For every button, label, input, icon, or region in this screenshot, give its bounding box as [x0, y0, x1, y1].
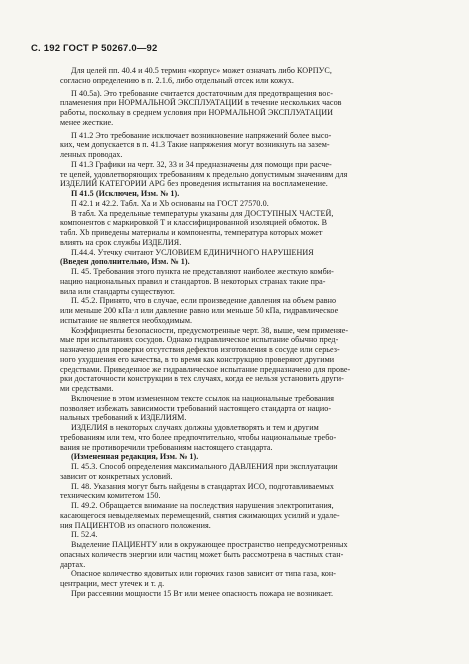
- text-line: средствами. Приведенное же гидравлическое испытание предназначено для прове-: [60, 364, 351, 374]
- text-line: требованиям или тем, что более предпочтительно, чтобы национальные требо-: [60, 432, 337, 442]
- text-line: П. 49.2. Обращается внимание на последствия нарушения электропитания,: [71, 501, 334, 510]
- text-line: ного ухудшения его качества, в то время как конструкцию проверяют другими: [60, 354, 335, 364]
- text-line: П. 45. Требования этого пункта не представляют наиболее жесткую комби-: [71, 267, 334, 276]
- text-line: П 42.1 и 42.2. Табл. Xa и Xb основаны на ГОСТ 27570.0.: [71, 198, 269, 208]
- text-line: вания не противоречили требованиям настоящего стандарта.: [60, 442, 273, 452]
- text-line: П 41.3 Графики на черт. 32, 33 и 34 предназначены для помощи при расче-: [71, 159, 332, 169]
- text-line: нальных требований к ИЗДЕЛИЯМ.: [60, 413, 187, 423]
- text-line: В табл. Xa предельные температуры указаны для ДОСТУПНЫХ ЧАСТЕЙ,: [71, 208, 334, 218]
- document-body: [60, 66, 438, 599]
- text-line: Включение в этом измененном тексте ссылок на национальные требования: [71, 393, 335, 403]
- page-header: С. 192 ГОСТ Р 50267.0—92: [31, 43, 158, 54]
- text-line: зависит от конкретных условий.: [60, 471, 173, 481]
- text-line: ми средствами.: [60, 384, 114, 393]
- text-line: дартах.: [60, 559, 86, 569]
- text-line: П. 52.4.: [71, 530, 98, 540]
- text-line: мые при испытаниях сосудов. Однако гидравлическое испытание обычно пред-: [60, 335, 339, 345]
- text-line: П 40.5а). Это требование считается достаточным для предотвращения вос-: [71, 88, 333, 98]
- text-line: техническим комитетом 150.: [60, 491, 161, 501]
- text-line: менее жесткие.: [60, 117, 114, 127]
- text-line: центрации, мест утечек и т. д.: [60, 579, 165, 588]
- text-line: П. 45.3. Способ определения максимального ДАВЛЕНИЯ при эксплуатации: [71, 462, 338, 471]
- text-line: компонентов с маркировкой T и классифицированной изоляцией обмоток. В: [60, 218, 328, 228]
- text-line: Выделение ПАЦИЕНТУ или в окружающее пространство непредусмотренных: [71, 540, 348, 549]
- text-line: пламенения при НОРМАЛЬНОЙ ЭКСПЛУАТАЦИИ в течение нескольких часов: [60, 98, 342, 108]
- text-line: (Измененная редакция, Изм. № 1).: [71, 452, 199, 462]
- text-line: Для целей пп. 40.4 и 40.5 термин «корпус» может означать либо КОРПУС,: [71, 66, 332, 75]
- text-line: те цепей, удовлетворяющих требованиям к предельно допустимым значениям для: [60, 169, 348, 179]
- text-line: вила или стандарты существуют.: [60, 286, 176, 296]
- text-line: П. 45.2. Принято, что в случае, если произведение давления на объем равно: [71, 296, 337, 306]
- text-line: работы, поскольку в среднем условия при НОРМАЛЬНОЙ ЭКСПЛУАТАЦИИ: [60, 108, 334, 117]
- text-line: (Введен дополнительно, Изм. № 1).: [60, 257, 190, 267]
- text-line: назначено для проверки отсутствия дефектов изготовления в сосуде или серьез-: [60, 345, 340, 354]
- text-line: П 41.5 (Исключен, Изм. № 1).: [71, 189, 180, 198]
- text-line: позволяет избежать зависимости требований настоящего стандарта от нацио-: [60, 403, 332, 413]
- text-line: ИЗДЕЛИЯ в некоторых случаях должны удовлетворять и тем и другим: [71, 423, 319, 432]
- text-line: ленных проводах.: [60, 150, 123, 159]
- text-line: Опасное количество ядовитых или горючих газов зависит от типа газа, кон-: [71, 569, 336, 579]
- text-line: ния ПАЦИЕНТОВ из опасного положения.: [60, 520, 211, 530]
- text-line: касающегося невыделяемых перемещений, снятия сжимающих усилий и удале-: [60, 510, 340, 520]
- text-line: При рассеянии мощности 15 Вт или менее опасность пожара не возникает.: [71, 588, 334, 598]
- text-line: ИЗДЕЛИЙ КАТЕГОРИИ APG без проведения испытания на воспламенение.: [60, 179, 328, 189]
- text-line: табл. Xb приведены материалы и компоненты, температура которых может: [60, 228, 323, 237]
- text-line: нацию национальных правил и стандартов. В некоторых странах такие пра-: [60, 276, 326, 286]
- text-line: влиять на срок службы ИЗДЕЛИЯ.: [60, 237, 182, 247]
- text-line: рки достаточности конструкции в тех случаях, когда ее нельзя установить други-: [60, 374, 344, 384]
- text-line: П.44.4. Утечку считают УСЛОВИЕМ ЕДИНИЧНОГО НАРУШЕНИЯ: [71, 247, 314, 257]
- text-line: Коэффициенты безопасности, предусмотренные черт. 38, выше, чем применяе-: [71, 325, 349, 335]
- text-line: или меньше 200 кПа·л или давление равно или меньше 50 кПа, гидравлическое: [60, 306, 339, 315]
- text-line: испытание не является необходимым.: [60, 315, 193, 325]
- text-line: П. 48. Указания могут быть найдены в стандартах ИСО, подготавливаемых: [71, 481, 334, 491]
- text-line: ких, чем допускается в п. 41.3 Такие напряжения могут возникнуть на зазем-: [60, 140, 330, 150]
- text-line: П 41.2 Это требование исключает возникновение напряжений более высо-: [71, 130, 332, 140]
- text-line: опасных количеств энергии или частиц может быть рассмотрена в частных стан-: [60, 549, 344, 559]
- text-line: согласно определению в п. 2.1.6, либо отдельный отсек или кожух.: [60, 75, 294, 85]
